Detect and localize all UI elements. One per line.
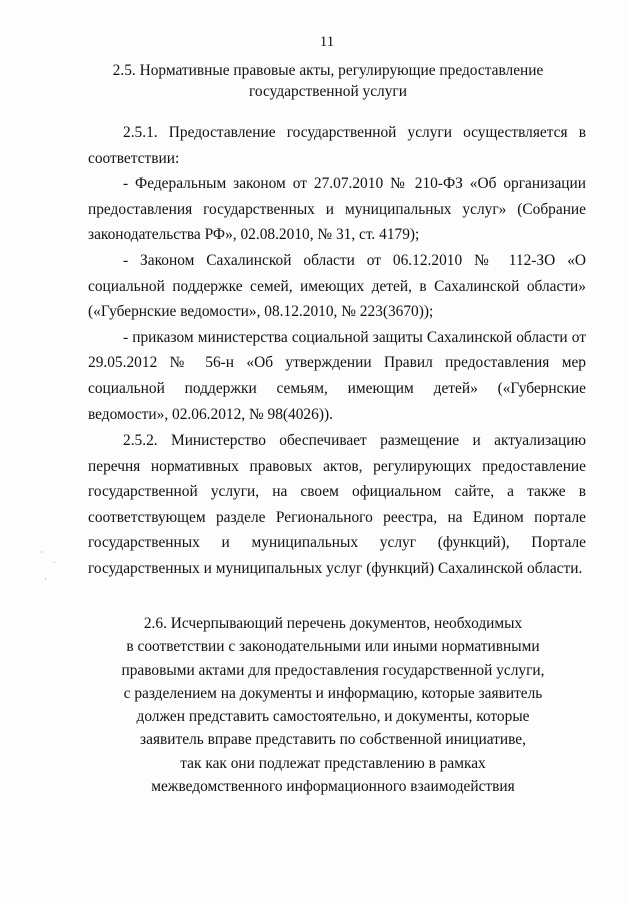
section-2-5-2-body	[88, 428, 586, 582]
scan-margin-mark: ·	[44, 575, 47, 585]
section-2-6-heading-line: заявитель вправе представить по собственной инициативе,	[140, 731, 526, 749]
legal-act-item-1: - Федеральным законом от 27.07.2010 № 210-ФЗ «Об организации предоставления государственных и муниципальных услуг» (Собрание законодательства РФ», 02.08.2010, № 31, ст. 4179);	[88, 175, 586, 244]
scan-margin-mark: ˙	[52, 562, 57, 572]
section-2-6-heading-line: должен представить самостоятельно, и документы, которые	[136, 708, 530, 726]
section-2-6-heading-line: межведомственного информационного взаимодействия	[151, 778, 515, 796]
section-2-5-body	[88, 120, 586, 427]
paragraph-2-5-1-cont: соответствии:	[88, 149, 180, 167]
section-2-6-heading	[98, 612, 568, 798]
section-2-6-heading-line: правовыми актами для предоставления государственной услуги,	[121, 661, 545, 679]
page-number: 11	[319, 34, 335, 50]
section-2-6-heading-line: так как они подлежат представлению в рамках	[180, 754, 486, 772]
section-2-5-heading-line1: 2.5. Нормативные правовые акты, регулирующие предоставление	[112, 62, 544, 79]
section-2-6-heading-line: 2.6. Исчерпывающий перечень документов, необходимых	[143, 615, 523, 632]
section-2-6-heading-line: в соответствии с законодательными или иными нормативными	[126, 638, 540, 656]
legal-act-item-3: - приказом министерства социальной защиты Сахалинской области от 29.05.2012 № 56-н «Об утверждении Правил предоставления мер социальной поддержки семьям, имеющим детей» («Губернские ведомости», 02.06.2012, № 98(4026)).	[88, 328, 586, 423]
paragraph-2-5-2: 2.5.2. Министерство обеспечивает размещение и актуализацию перечня нормативных правовых актов, регулирующих предоставление государственной услуги, на своем официальном сайте, а также в соответствующем разделе Регионального реестра, на Едином портале государственных и муниципальных услуг (функций), Портале государственных и муниципальных услуг (функций) Сахалинской области.	[88, 432, 586, 577]
section-2-5-heading-line2: государственной услуги	[249, 83, 407, 100]
legal-act-item-2: - Законом Сахалинской области от 06.12.2010 № 112-ЗО «О социальной поддержке семей, имеющих детей, в Сахалинской области» («Губернские ведомости», 08.12.2010, № 223(3670));	[88, 251, 586, 321]
scan-margin-mark: ·	[40, 548, 43, 558]
section-2-6-heading-line: с разделением на документы и информацию, которые заявитель	[123, 684, 543, 702]
paragraph-2-5-1: 2.5.1. Предоставление государственной услуги осуществляется в	[123, 124, 586, 141]
section-2-5-heading	[88, 60, 568, 102]
